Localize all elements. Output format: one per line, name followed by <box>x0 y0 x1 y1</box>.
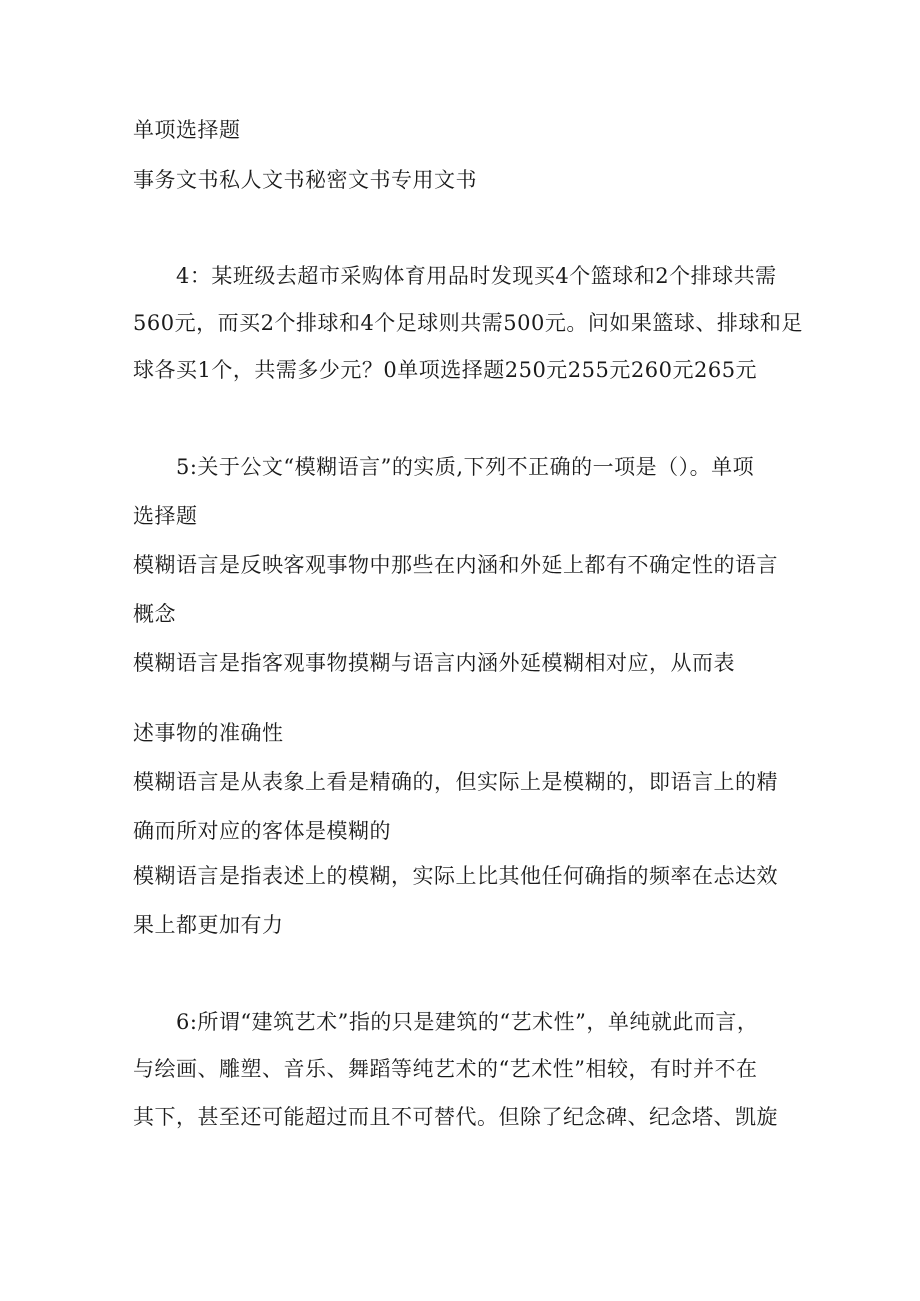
q5-option-1-line-1: 模糊语言是反映客观事物中那些在内涵和外延上都有不确定性的语言 <box>133 553 778 577</box>
q4-line-2: 560元，而买2个排球和4个足球则共需500元。问如果篮球、排球和足 <box>133 311 803 335</box>
q4-line-3: 球各买1个，共需多少元？0单项选择题250元255元260元265元 <box>133 358 758 382</box>
q5-option-4-line-2: 果上都更加有力 <box>133 913 284 937</box>
q5-option-2-line-1: 模糊语言是指客观事物摸糊与语言内涵外延模糊相对应，从而表 <box>133 651 735 675</box>
q3-options: 事务文书私人文书秘密文书专用文书 <box>133 168 477 192</box>
q5-option-1-line-2: 概念 <box>133 602 176 626</box>
q4-line-1: 4：某班级去超市采购体育用品时发现买4个篮球和2个排球共需 <box>176 264 777 288</box>
q5-line-2: 选择题 <box>133 504 198 528</box>
q6-line-2: 与绘画、雕塑、音乐、舞蹈等纯艺术的“艺术性”相较，有时并不在 <box>133 1057 758 1081</box>
q3-type-label: 单项选择题 <box>133 118 241 142</box>
q5-option-4-line-1: 模糊语言是指表述上的模糊，实际上比其他任何确指的频率在忐达效 <box>133 864 778 888</box>
q5-option-3-line-2: 确而所对应的客体是模糊的 <box>133 819 391 843</box>
q5-line-1: 5:关于公文“模糊语言”的实质,下列不正确的一项是（）。单项 <box>176 455 755 479</box>
q6-line-1: 6:所谓“建筑艺术”指的只是建筑的“艺术性”，单纯就此而言， <box>176 1010 759 1034</box>
q5-option-3-line-1: 模糊语言是从表象上看是精确的，但实际上是模糊的，即语言上的精 <box>133 770 778 794</box>
q6-line-3: 其下，甚至还可能超过而且不可替代。但除了纪念碑、纪念塔、凯旋 <box>133 1105 778 1129</box>
q5-option-2-line-2: 述事物的准确性 <box>133 721 284 745</box>
